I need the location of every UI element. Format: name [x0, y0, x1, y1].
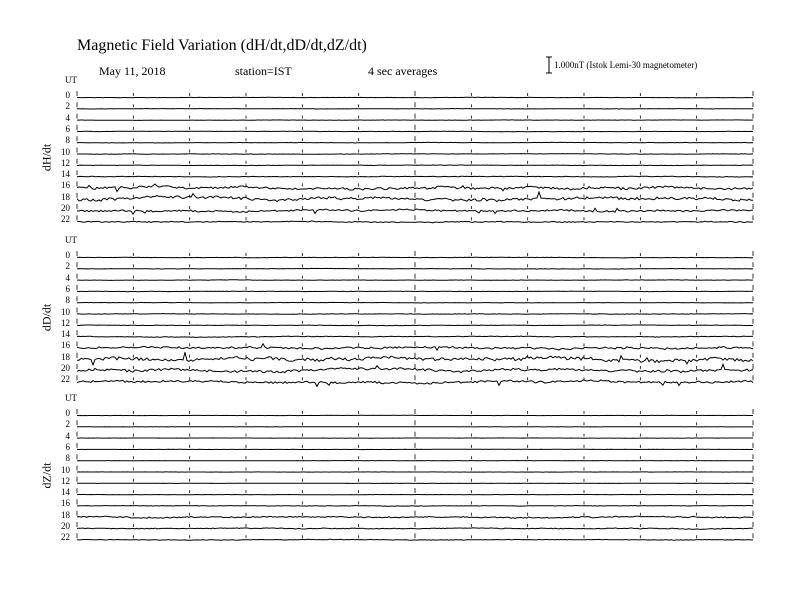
hour-label: 14 — [61, 329, 70, 340]
hour-label: 10 — [61, 146, 70, 157]
hour-label: 10 — [61, 464, 70, 475]
series-trace — [77, 302, 753, 303]
series-trace — [77, 154, 753, 155]
series-trace — [77, 131, 753, 132]
y-axis-label: dH/dt — [39, 143, 54, 172]
series-trace — [77, 280, 753, 281]
series-trace — [77, 176, 753, 177]
series-trace — [77, 257, 753, 258]
hour-label: 14 — [61, 169, 70, 180]
series-trace — [77, 539, 753, 540]
hour-label: 12 — [61, 157, 70, 168]
hour-label: 16 — [61, 340, 70, 351]
series-trace — [77, 494, 753, 495]
ut-label: UT — [65, 393, 77, 403]
hour-label: 4 — [65, 112, 70, 123]
y-axis-label: dD/dt — [39, 303, 54, 332]
y-axis-label: dZ/dt — [39, 462, 54, 489]
hour-label: 20 — [61, 363, 70, 373]
series-trace — [77, 109, 753, 110]
hour-label: 2 — [65, 419, 70, 430]
series-trace — [77, 380, 753, 387]
series-trace — [77, 221, 753, 223]
series-trace — [77, 325, 753, 326]
hour-label: 20 — [61, 521, 70, 531]
hour-label: 18 — [61, 351, 70, 362]
hour-label: 0 — [65, 250, 70, 260]
ut-label: UT — [65, 75, 77, 85]
hour-label: 16 — [61, 180, 70, 191]
series-trace — [77, 336, 753, 337]
hour-label: 22 — [61, 374, 70, 385]
hour-label: 0 — [65, 408, 70, 418]
series-trace — [77, 268, 753, 269]
averaging-label: 4 sec averages — [368, 64, 438, 78]
series-trace — [77, 314, 753, 315]
hour-label: 2 — [65, 261, 70, 272]
series-trace — [77, 165, 753, 166]
hour-label: 8 — [65, 135, 70, 146]
ut-label: UT — [65, 235, 77, 245]
series-trace — [77, 97, 753, 98]
scale-bar-label: 1.000nT (Istok Lemi-30 magnetometer) — [554, 60, 698, 70]
hour-label: 6 — [65, 123, 70, 134]
hour-label: 0 — [65, 90, 70, 100]
hour-label: 6 — [65, 283, 70, 294]
hour-label: 4 — [65, 430, 70, 441]
series-trace — [77, 528, 753, 530]
date-label: May 11, 2018 — [99, 64, 166, 78]
hour-label: 14 — [61, 487, 70, 498]
series-trace — [77, 516, 753, 518]
hour-label: 18 — [61, 509, 70, 520]
hour-label: 20 — [61, 203, 70, 213]
hour-label: 2 — [65, 101, 70, 112]
series-trace — [77, 120, 753, 121]
station-label: station=IST — [235, 64, 292, 78]
series-trace — [77, 142, 753, 143]
hour-label: 8 — [65, 295, 70, 306]
hour-label: 16 — [61, 498, 70, 509]
series-trace — [77, 291, 753, 292]
series-trace — [77, 506, 753, 507]
hour-label: 12 — [61, 317, 70, 328]
hour-label: 6 — [65, 441, 70, 452]
hour-label: 22 — [61, 214, 70, 225]
hour-label: 22 — [61, 532, 70, 543]
hour-label: 8 — [65, 453, 70, 464]
hour-label: 12 — [61, 475, 70, 486]
hour-label: 4 — [65, 272, 70, 283]
hour-label: 18 — [61, 191, 70, 202]
hour-label: 10 — [61, 306, 70, 317]
series-trace — [77, 208, 753, 214]
chart-title: Magnetic Field Variation (dH/dt,dD/dt,dZ/dt) — [77, 37, 367, 54]
